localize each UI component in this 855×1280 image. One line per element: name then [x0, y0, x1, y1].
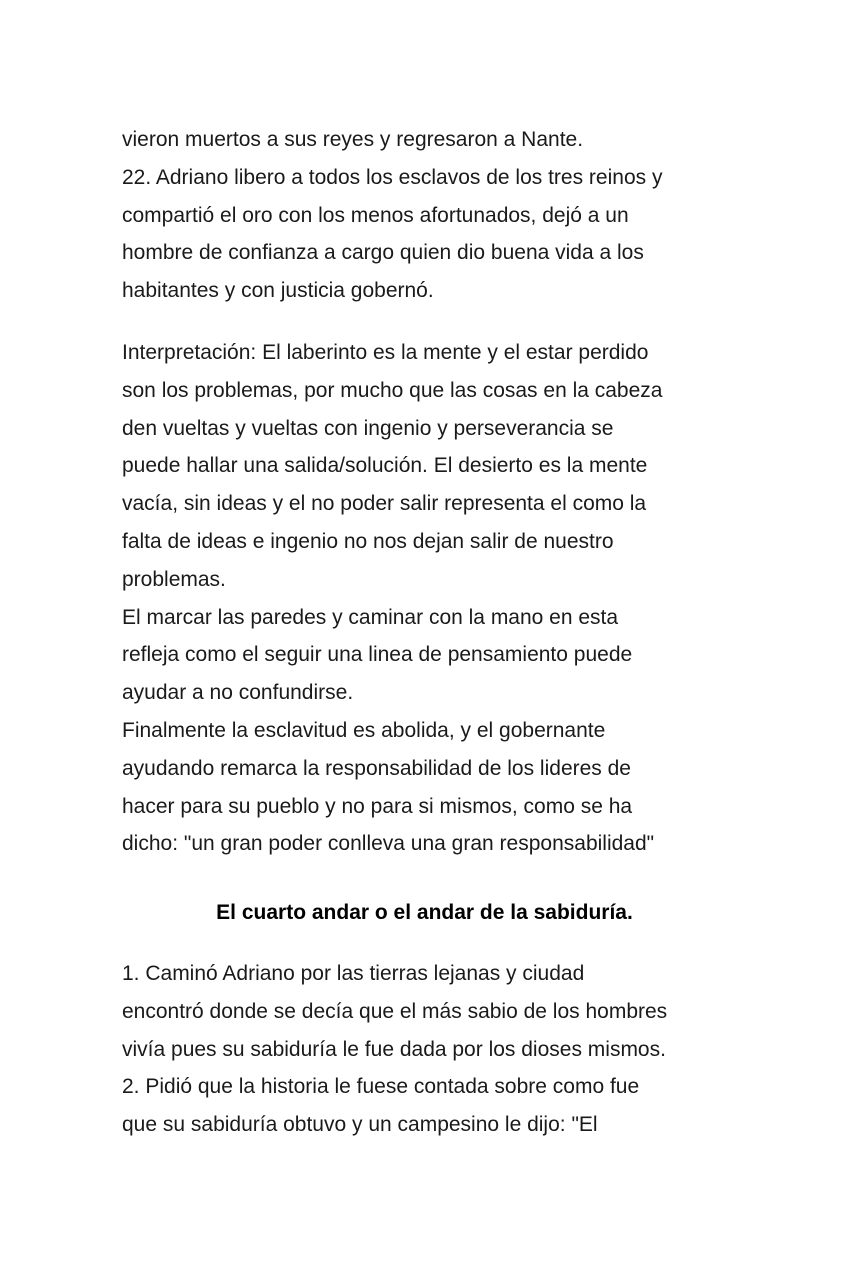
text-line: encontró donde se decía que el más sabio de los hombres: [122, 999, 668, 1023]
paragraph-ending: [122, 121, 742, 310]
text-line: compartió el oro con los menos afortunados, dejó a un: [122, 203, 629, 227]
text-line: ayudar a no confundirse.: [122, 681, 354, 705]
text-line: Finalmente la esclavitud es abolida, y el gobernante: [122, 718, 606, 742]
section-paragraph: [122, 955, 742, 1144]
text-line: ayudando remarca la responsabilidad de los lideres de: [122, 756, 631, 780]
text-line: El marcar las paredes y caminar con la mano en esta: [122, 605, 619, 629]
text-line: hacer para su pueblo y no para si mismos, como se ha: [122, 794, 633, 818]
text-line: falta de ideas e ingenio no nos dejan salir de nuestro: [122, 529, 614, 553]
text-line: vacía, sin ideas y el no poder salir representa el como la: [122, 492, 647, 516]
text-line: problemas.: [122, 567, 226, 591]
text-line: 2. Pidió que la historia le fuese contada sobre como fue: [122, 1075, 640, 1099]
text-line: son los problemas, por mucho que las cosas en la cabeza: [122, 378, 663, 402]
text-line: Interpretación: El laberinto es la mente y el estar perdido: [122, 341, 649, 364]
text-line: dicho: "un gran poder conlleva una gran responsabilidad": [122, 832, 655, 856]
text-line: habitantes y con justicia gobernó.: [122, 279, 434, 303]
text-line: 1. Caminó Adriano por las tierras lejanas y ciudad: [122, 962, 585, 985]
section-heading: El cuarto andar o el andar de la sabiduría.: [216, 901, 633, 924]
text-line: que su sabiduría obtuvo y un campesino le dijo: "El: [122, 1113, 598, 1137]
text-line: vieron muertos a sus reyes y regresaron a Nante.: [122, 128, 584, 151]
text-line: vivía pues su sabiduría le fue dada por los dioses mismos.: [122, 1037, 666, 1061]
text-line: puede hallar una salida/solución. El desierto es la mente: [122, 454, 648, 478]
text-line: den vueltas y vueltas con ingenio y perseverancia se: [122, 416, 614, 440]
text-line: hombre de confianza a cargo quien dio buena vida a los: [122, 241, 644, 265]
interpretation-paragraph: [122, 334, 742, 863]
text-line: 22. Adriano libero a todos los esclavos de los tres reinos y: [122, 165, 663, 189]
text-line: refleja como el seguir una linea de pensamiento puede: [122, 643, 633, 667]
